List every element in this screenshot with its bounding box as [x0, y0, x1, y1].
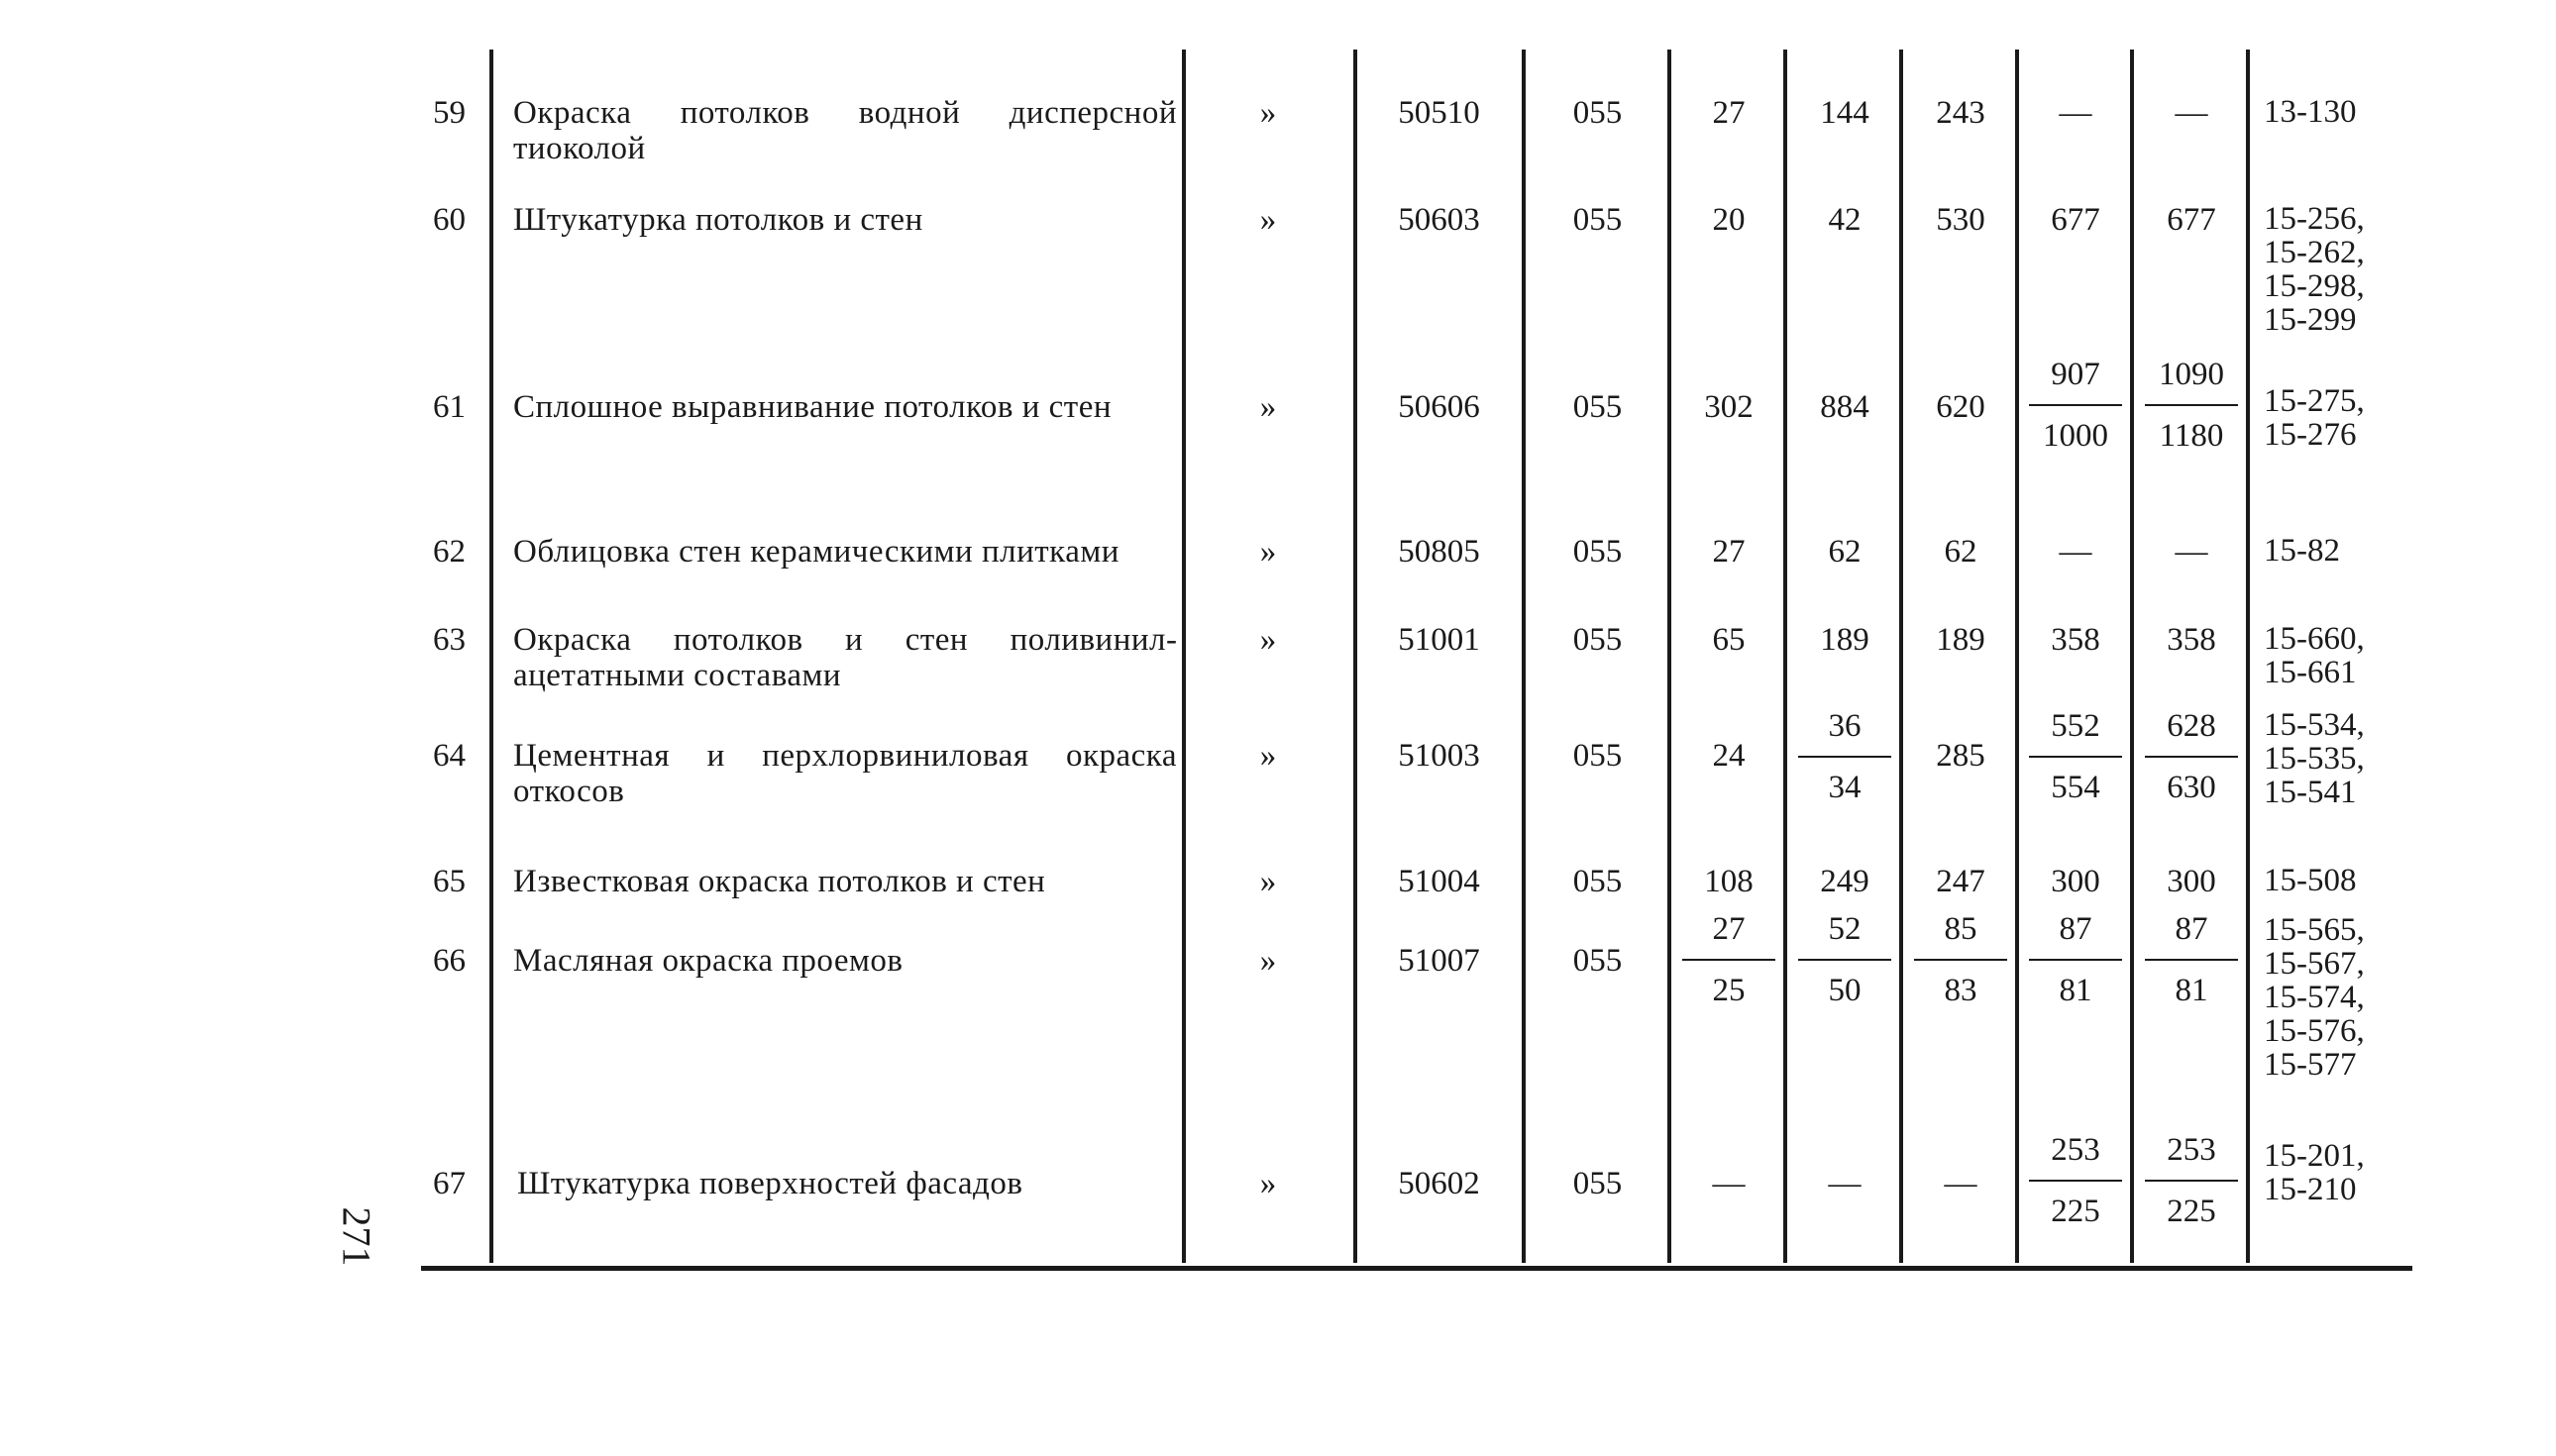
code: 50606	[1398, 389, 1480, 425]
value-1: 24	[1712, 738, 1746, 774]
value-1: 27	[1712, 534, 1746, 570]
fraction-bar	[2029, 404, 2122, 406]
numerator: 1090	[2159, 357, 2224, 392]
work-description: Сплошное выравнивание потолков и стен	[513, 389, 1113, 425]
value-3: 285	[1936, 738, 1985, 774]
fraction-bar	[2029, 1180, 2122, 1182]
work-description: Окраска потолков водной дисперсной тиоколой	[513, 95, 1177, 166]
code-2: 055	[1572, 864, 1623, 899]
column-rule	[1783, 50, 1787, 1263]
column-rule	[1899, 50, 1903, 1263]
row-number: 67	[433, 1166, 466, 1201]
fraction-value-5	[2137, 911, 2246, 1008]
unit-mark: »	[1259, 864, 1277, 899]
denominator: 225	[2167, 1194, 2216, 1229]
code-2: 055	[1572, 389, 1623, 425]
value-4: 358	[2051, 622, 2100, 658]
references: 15-275, 15-276	[2264, 383, 2365, 453]
references: 15-82	[2264, 533, 2340, 569]
unit-mark: »	[1259, 202, 1277, 238]
code: 51004	[1398, 864, 1480, 899]
denominator: 50	[1828, 973, 1862, 1008]
unit-mark: »	[1259, 389, 1277, 425]
unit-mark: »	[1259, 943, 1277, 979]
value-4: 677	[2051, 202, 2100, 238]
row-number: 64	[433, 738, 466, 774]
column-rule	[1182, 50, 1186, 1263]
numerator: 253	[2051, 1132, 2100, 1168]
code: 51003	[1398, 738, 1480, 774]
value-3: 620	[1936, 389, 1985, 425]
fraction-bar	[2029, 959, 2122, 961]
fraction-value-5	[2137, 357, 2246, 454]
value-1: —	[1712, 1166, 1746, 1201]
references: 15-201, 15-210	[2264, 1138, 2365, 1207]
work-description: Штукатурка поверхностей фасадов	[517, 1166, 1023, 1201]
references: 15-534, 15-535, 15-541	[2264, 707, 2365, 810]
row-number: 63	[433, 622, 466, 658]
value-5: 677	[2167, 202, 2216, 238]
column-rule	[1353, 50, 1357, 1263]
numerator: 552	[2051, 708, 2100, 744]
value-1: 27	[1712, 95, 1746, 131]
fraction-bar	[2145, 404, 2238, 406]
denominator: 34	[1828, 770, 1862, 805]
value-2: 62	[1828, 534, 1862, 570]
column-rule	[2246, 50, 2250, 1263]
fraction-value-4	[2021, 911, 2130, 1008]
code: 51001	[1398, 622, 1480, 658]
unit-mark: »	[1259, 95, 1277, 131]
unit-mark: »	[1259, 622, 1277, 658]
denominator: 81	[2059, 973, 2092, 1008]
numerator: 907	[2051, 357, 2100, 392]
fraction-value-2	[1790, 911, 1899, 1008]
value-5: 358	[2167, 622, 2216, 658]
numerator: 36	[1828, 708, 1862, 744]
value-3: 247	[1936, 864, 1985, 899]
denominator: 25	[1712, 973, 1746, 1008]
value-2: —	[1828, 1166, 1862, 1201]
denominator: 554	[2051, 770, 2100, 805]
value-2: 144	[1820, 95, 1869, 131]
fraction-value-4	[2021, 357, 2130, 454]
code: 51007	[1398, 943, 1480, 979]
denominator: 81	[2175, 973, 2208, 1008]
work-description: Штукатурка потолков и стен	[513, 202, 923, 238]
value-4: —	[2059, 95, 2092, 131]
numerator: 628	[2167, 708, 2216, 744]
unit-mark: »	[1259, 738, 1277, 774]
references: 13-130	[2264, 94, 2357, 130]
column-rule	[2015, 50, 2019, 1263]
code: 50510	[1398, 95, 1480, 131]
row-number: 61	[433, 389, 466, 425]
column-rule	[489, 50, 493, 1263]
bottom-rule	[421, 1266, 2412, 1271]
work-description: Облицовка стен керамическими плитками	[513, 534, 1119, 570]
fraction-bar	[1682, 959, 1775, 961]
work-description: Известковая окраска потолков и стен	[513, 864, 1046, 899]
numerator: 85	[1944, 911, 1977, 947]
denominator: 83	[1944, 973, 1977, 1008]
value-4: 300	[2051, 864, 2100, 899]
numerator: 253	[2167, 1132, 2216, 1168]
numerator: 52	[1828, 911, 1862, 947]
value-3: 530	[1936, 202, 1985, 238]
page-number: 271	[334, 1206, 379, 1267]
denominator: 1000	[2043, 418, 2108, 454]
numerator: 87	[2059, 911, 2092, 947]
value-1: 108	[1704, 864, 1754, 899]
row-number: 65	[433, 864, 466, 899]
unit-mark: »	[1259, 1166, 1277, 1201]
unit-mark: »	[1259, 534, 1277, 570]
row-number: 62	[433, 534, 466, 570]
value-2: 189	[1820, 622, 1869, 658]
fraction-bar	[2029, 756, 2122, 758]
fraction-value-4	[2021, 1132, 2130, 1229]
code-2: 055	[1572, 622, 1623, 658]
code-2: 055	[1572, 943, 1623, 979]
value-3: 62	[1944, 534, 1977, 570]
fraction-value-5	[2137, 1132, 2246, 1229]
value-2: 884	[1820, 389, 1869, 425]
numerator: 27	[1712, 911, 1746, 947]
fraction-bar	[2145, 959, 2238, 961]
column-rule	[2130, 50, 2134, 1263]
denominator: 225	[2051, 1194, 2100, 1229]
fraction-bar	[1798, 959, 1891, 961]
fraction-value-5	[2137, 708, 2246, 805]
value-4: —	[2059, 534, 2092, 570]
fraction-bar	[1914, 959, 2007, 961]
value-2: 249	[1820, 864, 1869, 899]
value-5: —	[2175, 534, 2208, 570]
value-1: 65	[1712, 622, 1746, 658]
references: 15-256, 15-262, 15-298, 15-299	[2264, 201, 2365, 338]
value-3: 243	[1936, 95, 1985, 131]
value-3: 189	[1936, 622, 1985, 658]
fraction-bar	[2145, 1180, 2238, 1182]
row-number: 59	[433, 95, 466, 131]
code-2: 055	[1572, 202, 1623, 238]
column-rule	[1667, 50, 1671, 1263]
references: 15-660, 15-661	[2264, 621, 2365, 690]
value-2: 42	[1828, 202, 1862, 238]
code: 50603	[1398, 202, 1480, 238]
code-2: 055	[1572, 95, 1623, 131]
row-number: 66	[433, 943, 466, 979]
code-2: 055	[1572, 534, 1623, 570]
fraction-value-2	[1790, 708, 1899, 805]
work-description: Окраска потолков и стен поливинилацетатными составами	[513, 622, 1177, 693]
references: 15-565, 15-567, 15-574, 15-576, 15-577	[2264, 912, 2365, 1083]
fraction-value-1	[1674, 911, 1783, 1008]
numerator: 87	[2175, 911, 2208, 947]
value-1: 302	[1704, 389, 1754, 425]
denominator: 630	[2167, 770, 2216, 805]
value-1: 20	[1712, 202, 1746, 238]
code: 50602	[1398, 1166, 1480, 1201]
value-5: 300	[2167, 864, 2216, 899]
work-description: Цементная и перхлорвиниловая окраска откосов	[513, 738, 1177, 809]
fraction-value-4	[2021, 708, 2130, 805]
code-2: 055	[1572, 1166, 1623, 1201]
column-rule	[1522, 50, 1526, 1263]
code-2: 055	[1572, 738, 1623, 774]
code: 50805	[1398, 534, 1480, 570]
references: 15-508	[2264, 863, 2357, 898]
denominator: 1180	[2159, 418, 2224, 454]
fraction-value-3	[1906, 911, 2015, 1008]
value-5: —	[2175, 95, 2208, 131]
fraction-bar	[2145, 756, 2238, 758]
row-number: 60	[433, 202, 466, 238]
work-description: Масляная окраска проемов	[513, 943, 904, 979]
fraction-bar	[1798, 756, 1891, 758]
value-3: —	[1944, 1166, 1977, 1201]
